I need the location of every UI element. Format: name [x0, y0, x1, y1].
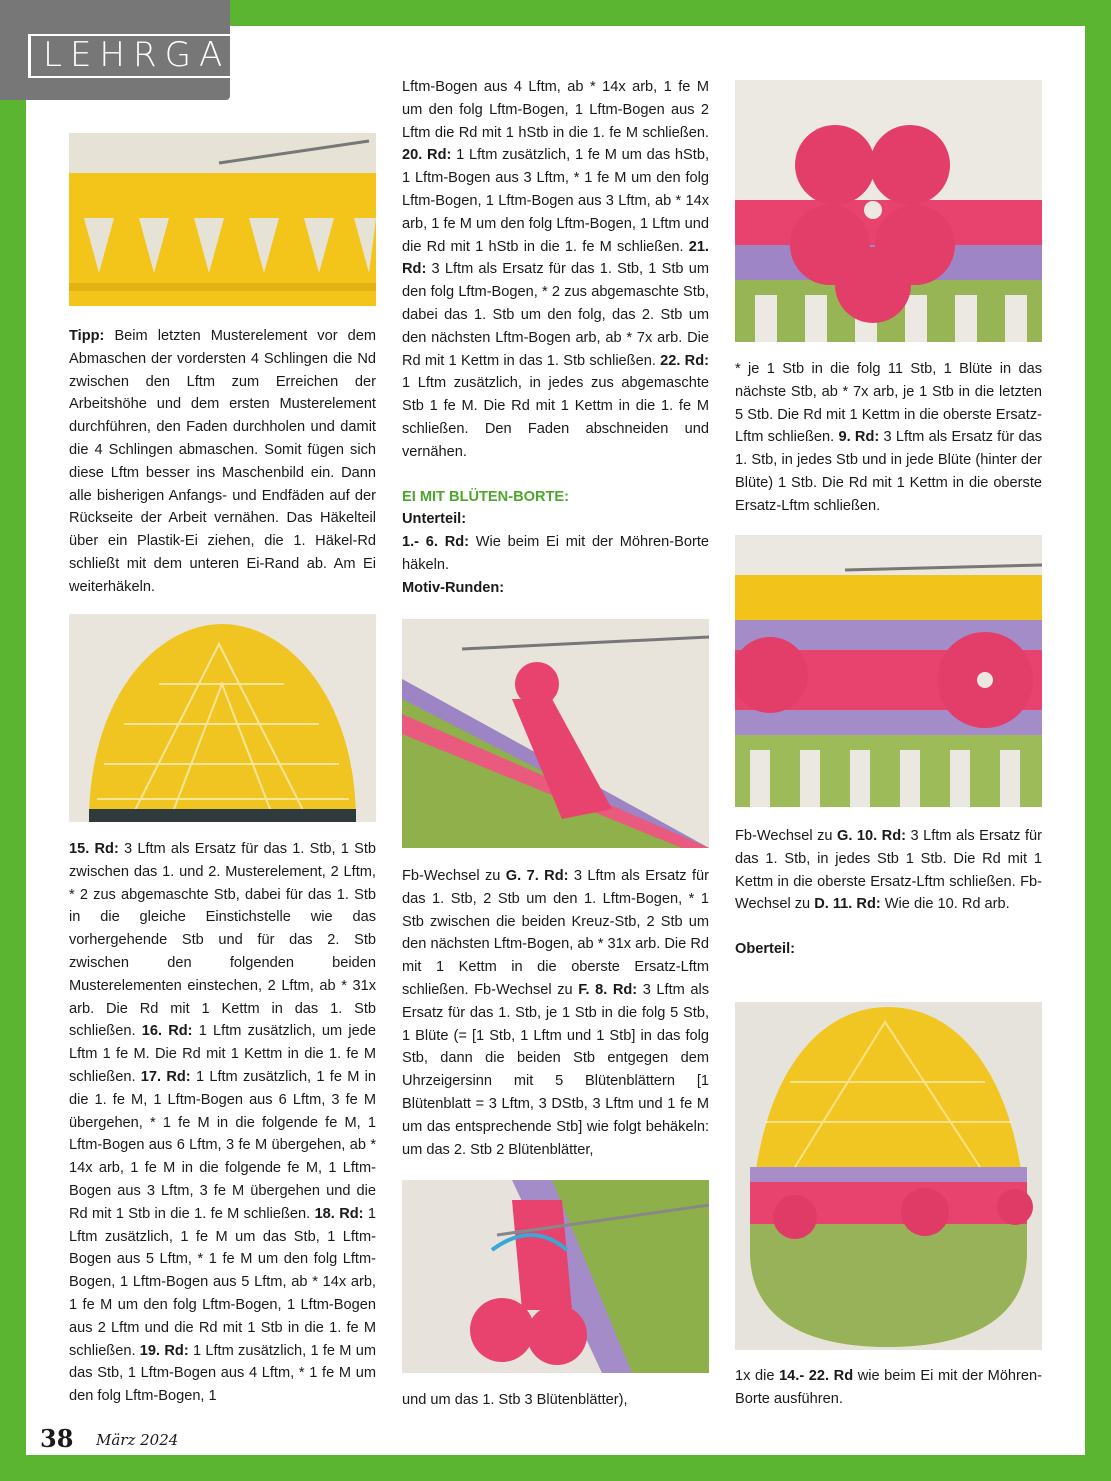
round-7-text: 3 Lftm als Ersatz für das 1. Stb, 2 Stb um den 1. Lftm-Bogen, * 1 Stb zwischen die beiden Kreuz-Stb, 2 Stb um den nächsten Lftm-Bogen, ab * 31x arb. Die Rd mit 1 Kettm in die oberste Ersatz-Lftm schließen. Fb-Wechsel zu — [402, 868, 710, 998]
section-tab-label: LEHRGANG — [28, 34, 313, 78]
column-2-text-top — [402, 76, 709, 600]
column-2-text-bottom — [402, 1389, 709, 1412]
round-11-text: Wie die 10. Rd arb. — [880, 896, 1010, 913]
final-rounds: 14.- 22. Rd — [779, 1368, 854, 1384]
photo-yellow-egg-top — [69, 614, 376, 822]
page-number: 38 — [40, 1424, 74, 1453]
photo-flower-closeup — [735, 80, 1042, 342]
final-post: wie beim Ei mit der Möhren-Borte ausführen. — [735, 1368, 1043, 1407]
round-22-label: 22. Rd: — [660, 352, 709, 369]
oberteil-heading: Oberteil: — [735, 941, 796, 958]
column-3-text-bottom — [735, 1365, 1042, 1411]
round-21-label: 21. Rd: — [402, 238, 709, 278]
photo-flower-start — [402, 619, 709, 848]
round-19-label: 19. Rd: — [139, 1342, 189, 1359]
color-g-1: G. — [505, 868, 522, 884]
round-8-label: 8. Rd: — [589, 981, 638, 998]
photo-flower-petals — [402, 1180, 709, 1373]
round-22-text: 1 Lftm zusätzlich, in jedes zus abgemaschte Stb 1 fe M. Die Rd mit 1 Kettm in die 1. fe M schließen. Den Faden abschneiden und vernähen. — [402, 375, 709, 460]
tip-text: Beim letzten Musterelement vor dem Abmaschen der vordersten 4 Schlingen die Nd zwischen den Lftm zum Erreichen der Arbeitshöhe und dem ersten Musterelement durchführen, den Faden durchholen und damit die 4 Schlingen abmaschen. Somit fügen sich diese Lftm besser ins Maschenbild ein. Dann alle bisherigen Anfangs- und Endfäden auf der Rückseite der Arbeit vernähen. Das Häkelteil über ein Plastik-Ei ziehen, die 1. Häkel-Rd schließt mit dem unteren Ei-Rand ab. Am Ei weiterhäkeln. — [69, 328, 376, 595]
section-tab — [0, 0, 299, 100]
unterteil-heading: Unterteil: — [402, 511, 467, 528]
round-9-label: 9. Rd: — [838, 429, 880, 446]
round-17-label: 17. Rd: — [140, 1068, 191, 1085]
round-9-text: 3 Lftm als Ersatz für das 1. Stb, in jedes Stb und in jede Blüte (hinter der Blüte) 1 Stb. Die Rd mit 1 Kettm in die oberste Ersatz-Lftm schließen. — [735, 429, 1042, 514]
round-17-text: 1 Lftm zusätzlich, 1 fe M in die 1. fe M, 1 Lftm-Bogen aus 6 Lftm, 3 fe M übergehen, * 1 fe M in die folgende fe M, 1 Lftm-Bogen aus 6 Lftm, 3 fe M übergehen, ab * 14x arb, 1 fe M in die folgende fe M, 1 Lftm-Bogen aus 3 Lftm, 3 fe M übergehen und die Rd mit 1 Stb in die 1. fe M schließen. — [69, 1068, 376, 1222]
flower-continue-text: und um das 1. Stb 3 Blütenblätter), — [402, 1392, 628, 1408]
column-1-text-bottom — [69, 838, 376, 1408]
round-19-continued: Lftm-Bogen aus 4 Lftm, ab * 14x arb, 1 fe M um den folg Lftm-Bogen, 1 Lftm-Bogen aus 2 Lftm die Rd mit 1 hStb in die 1. fe M schließen. — [402, 79, 709, 141]
round-20-text: 1 Lftm zusätzlich, 1 fe M um das hStb, 1 Lftm-Bogen aus 3 Lftm, * 1 fe M um den folg Lftm-Bogen, 1 Lftm-Bogen aus 3 Lftm, ab * 14x arb, 1 fe M um den folg Lftm-Bogen, 1 Lftm und die Rd mit 1 hStb in die 1. fe M schließen. — [402, 147, 710, 255]
frame-right — [1085, 0, 1111, 1481]
flower-repeat-text: * je 1 Stb in die folg 11 Stb, 1 Blüte in das nächste Stb, ab * 7x arb, je 1 Stb in die letzten 5 Stb. Die Rd mit 1 Kettm in die oberste Ersatz-Lftm schließen. — [735, 361, 1042, 446]
color-d: D. — [814, 896, 829, 913]
round-16-text: 1 Lftm zusätzlich, um jede Lftm 1 fe M. Die Rd mit 1 Kettm in die 1. fe M schließen. — [69, 1023, 376, 1085]
color-change-2: Fb-Wechsel zu — [735, 828, 837, 844]
round-1-6-text: Wie beim Ei mit der Möhren-Borte häkeln. — [402, 534, 710, 573]
motiv-heading: Motiv-Runden: — [402, 579, 505, 596]
color-f: F. — [578, 981, 590, 998]
round-19-text: 1 Lftm zusätzlich, 1 fe M um das Stb, 1 Lftm-Bogen aus 4 Lftm, * 1 fe M um den folg Lftm-Bogen, 1 — [69, 1342, 376, 1405]
tip-label: Tipp: — [69, 328, 105, 344]
issue-date: März 2024 — [96, 1431, 179, 1449]
section-heading: EI MIT BLÜTEN-BORTE: — [402, 488, 570, 505]
photo-finished-egg — [735, 1002, 1042, 1350]
frame-bottom — [0, 1455, 1111, 1481]
round-8-text: 3 Lftm als Ersatz für das 1. Stb, je 1 Stb in die folg 5 Stb, 1 Blüte (= [1 Stb, 1 Lftm und 1 Stb] in das folg Stb, dann die beiden Stb entgegen dem Uhrzeigersinn mit 5 Blütenblättern [1 Blütenblatt = 3 Lftm, 3 DStb, 3 Lftm und 1 fe M um das entsprechende Stb] wie folgt behäkeln: um das 2. Stb 2 Blütenblätter, — [402, 981, 710, 1158]
round-1-6-label: 1.- 6. Rd: — [402, 534, 470, 551]
color-change-1: Fb-Wechsel zu — [402, 868, 506, 884]
round-18-label: 18. Rd: — [314, 1205, 364, 1222]
round-10-text: 3 Lftm als Ersatz für das 1. Stb, in jedes Stb 1 Stb. Die Rd mit 1 Kettm in die oberste Ersatz-Lftm schließen. Fb-Wechsel zu — [735, 828, 1042, 913]
round-15-text: 3 Lftm als Ersatz für das 1. Stb, 1 Stb zwischen das 1. und 2. Musterelement, 2 Lftm, * 2 zus abgemaschte Stb, dabei für das 1. Stb in die gleiche Einstichstelle wie das vorhergehende Stb und für das 2. Stb zwischen den folgenden beiden Musterelementen einstechen, 2 Lftm, ab * 31x arb. Die Rd mit 1 Kettm in das 1. Stb schließen. — [69, 841, 377, 1040]
round-10-label: 10. Rd: — [852, 828, 906, 844]
column-1-text-top — [69, 325, 376, 599]
column-3-text-top — [735, 358, 1042, 518]
round-7-label: 7. Rd: — [521, 868, 569, 884]
column-2-text-middle — [402, 865, 709, 1161]
round-21-text: 3 Lftm als Ersatz für das 1. Stb, 1 Stb um den folg Lftm-Bogen, * 2 zus abgemaschte Stb, dabei das 1. Stb um den folg, das 2. Stb um den nächsten Lftm-Bogen arb, ab * 7x arb. Die Rd mit 1 Kettm in das 1. Stb schließen. — [402, 261, 709, 369]
round-11-label: 11. Rd: — [828, 896, 881, 913]
round-18-text: 1 Lftm zusätzlich, 1 fe M um das Stb, 1 Lftm-Bogen aus 5 Lftm, * 1 fe M um den folg Lftm-Bogen, 1 Lftm-Bogen aus 5 Lftm, ab * 14x arb, 1 fe M um den folg Lftm-Bogen, 1 Lftm-Bogen aus 2 Lftm und die Rd mit 1 Stb in die 1. fe M schließen. — [69, 1205, 377, 1359]
frame-left — [0, 0, 26, 1481]
photo-flower-band — [735, 535, 1042, 807]
round-16-label: 16. Rd: — [141, 1023, 193, 1040]
column-3-text-middle — [735, 825, 1042, 961]
round-20-label: 20. Rd: — [402, 147, 452, 164]
round-15-label: 15. Rd: — [69, 841, 119, 857]
final-pre: 1x die — [735, 1368, 780, 1384]
color-g-2: G. — [836, 828, 853, 844]
photo-yellow-border — [69, 133, 376, 306]
